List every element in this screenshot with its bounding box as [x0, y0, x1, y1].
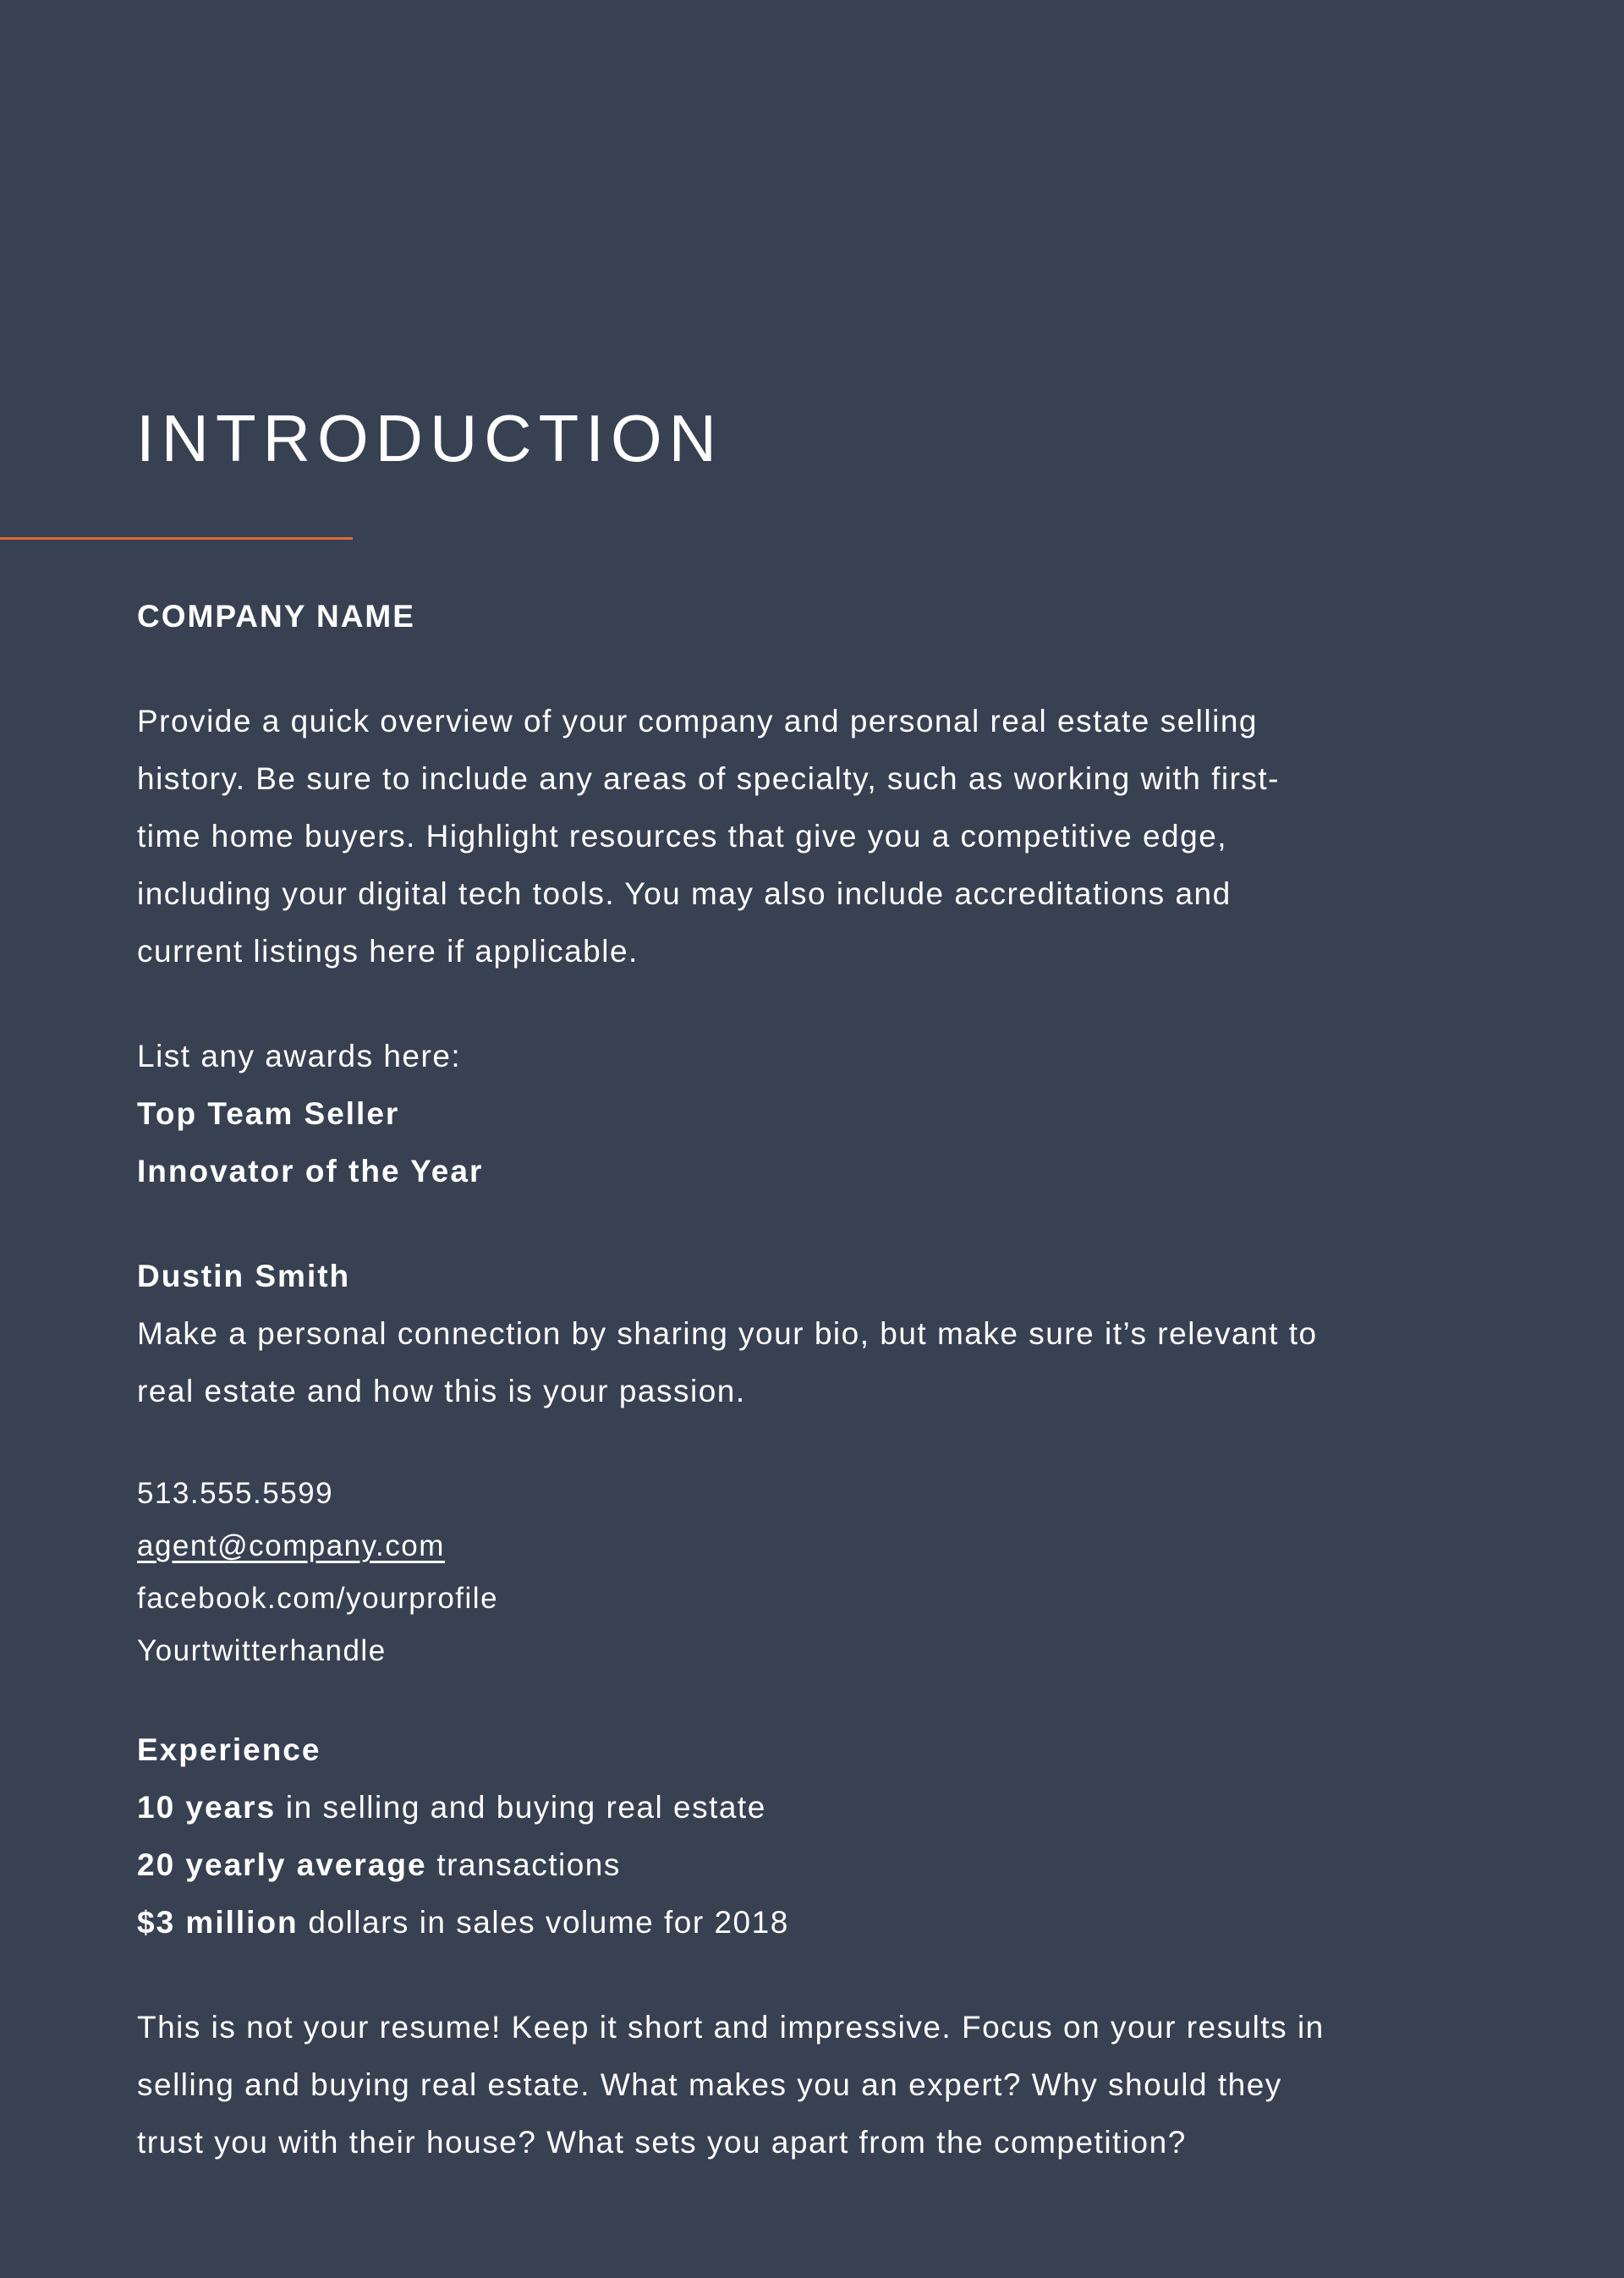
experience-detail: in selling and buying real estate [276, 1790, 766, 1825]
experience-detail: dollars in sales volume for 2018 [298, 1905, 789, 1940]
company-name: COMPANY NAME [137, 599, 415, 634]
experience-item [137, 1836, 1507, 1894]
phone-number: 513.555.5599 [137, 1477, 334, 1510]
facebook-handle: facebook.com/yourprofile [137, 1582, 499, 1615]
awards-intro: List any awards here: [137, 1039, 462, 1073]
email-link[interactable]: agent@company.com [137, 1529, 445, 1562]
award-item: Innovator of the Year [137, 1154, 484, 1188]
overview-line: current listings here if applicable. [137, 934, 639, 969]
agent-bio-section [137, 1248, 1507, 1420]
contact-section [137, 1468, 1507, 1677]
closing-paragraph [137, 1999, 1507, 2171]
experience-detail: transactions [426, 1847, 621, 1882]
experience-heading: Experience [137, 1732, 321, 1767]
experience-section [137, 1721, 1507, 1951]
experience-item [137, 1779, 1507, 1836]
closing-line: trust you with their house? What sets you apart from the competition? [137, 2125, 1187, 2160]
closing-line: This is not your resume! Keep it short and impressive. Focus on your results in [137, 2010, 1325, 2045]
content-body [137, 588, 1507, 2171]
award-item: Top Team Seller [137, 1096, 400, 1131]
overview-line: Provide a quick overview of your company and personal real estate selling [137, 704, 1258, 738]
bio-line: real estate and how this is your passion. [137, 1374, 746, 1408]
awards-section [137, 1028, 1507, 1200]
twitter-handle: Yourtwitterhandle [137, 1634, 387, 1667]
experience-item [137, 1894, 1507, 1951]
experience-highlight: $3 million [137, 1905, 299, 1940]
overview-line: including your digital tech tools. You may also include accreditations and [137, 876, 1232, 911]
overview-line: time home buyers. Highlight resources that give you a competitive edge, [137, 819, 1228, 854]
experience-highlight: 10 years [137, 1790, 277, 1825]
page-title: INTRODUCTION [136, 401, 723, 475]
company-overview [137, 693, 1507, 980]
closing-line: selling and buying real estate. What makes you an expert? Why should they [137, 2067, 1282, 2102]
overview-line: history. Be sure to include any areas of specialty, such as working with first- [137, 761, 1280, 796]
bio-line: Make a personal connection by sharing your bio, but make sure it’s relevant to [137, 1316, 1318, 1351]
accent-divider [0, 537, 353, 540]
agent-name: Dustin Smith [137, 1259, 351, 1293]
experience-highlight: 20 yearly average [137, 1847, 427, 1882]
